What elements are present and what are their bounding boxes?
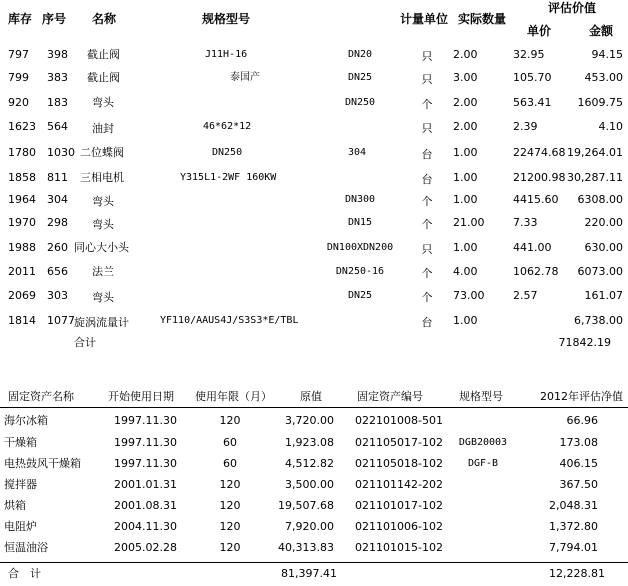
row-amount: 19,264.01	[567, 146, 623, 159]
fa-row-net-value: 406.15	[559, 457, 598, 470]
fa-row-years: 120	[219, 520, 241, 533]
row-warehouse: 2069	[8, 289, 36, 302]
row-name: 三相电机	[80, 171, 124, 184]
fa-row-original: 3,500.00	[285, 478, 334, 491]
row-spec-detail: DN15	[347, 217, 373, 228]
row-qty: 2.00	[453, 48, 478, 61]
header-unit: 计量单位	[400, 12, 449, 26]
row-amount: 94.15	[591, 48, 623, 61]
row-seq: 383	[47, 71, 68, 84]
row-spec-detail: DN25	[347, 290, 373, 301]
row-unit-price: 2.39	[513, 120, 538, 133]
total-separator-line	[0, 562, 628, 563]
row-unit-price: 22474.68	[513, 146, 566, 159]
fa-row-original: 19,507.68	[278, 499, 334, 512]
row-amount: 4.10	[598, 120, 623, 133]
fa-row-code: 021101142-202	[355, 478, 443, 491]
row-seq: 298	[47, 216, 68, 229]
row-seq: 811	[47, 171, 68, 184]
fa-row-code: 021101015-102	[355, 541, 443, 554]
fa-row-model: DGF-B	[467, 458, 499, 469]
row-spec-detail: DN300	[344, 194, 376, 205]
row-name: 同心大小头	[74, 241, 129, 254]
row-name: 弯头	[92, 218, 114, 231]
row-amount: 6,738.00	[574, 314, 623, 327]
row-seq: 1030	[47, 146, 75, 159]
row-amount: 630.00	[584, 241, 623, 254]
row-spec: DN250	[212, 147, 243, 158]
row-unit-price: 7.33	[513, 216, 538, 229]
row-amount: 161.07	[584, 289, 623, 302]
row-qty: 21.00	[453, 216, 485, 229]
row-unit-price: 441.00	[513, 241, 552, 254]
row-spec-detail: 304	[348, 147, 367, 158]
fa-row-name: 海尔冰箱	[4, 414, 48, 427]
fa-row-start-date: 1997.11.30	[114, 457, 177, 470]
fa-row-code: 022101008-501	[355, 414, 443, 427]
row-amount: 6073.00	[577, 265, 623, 278]
row-amount: 30,287.11	[567, 171, 623, 184]
row-qty: 3.00	[453, 71, 478, 84]
fa-header-model: 规格型号	[459, 390, 503, 403]
row-name: 旋涡流量计	[74, 316, 129, 329]
row-qty: 1.00	[453, 241, 478, 254]
row-seq: 1077	[47, 314, 75, 327]
row-unit: 个	[421, 195, 433, 208]
fa-header-net-value: 2012年评估净值	[540, 390, 623, 403]
row-warehouse: 1858	[8, 171, 36, 184]
row-unit: 个	[421, 98, 433, 111]
row-warehouse: 799	[8, 71, 29, 84]
row-warehouse: 1970	[8, 216, 36, 229]
row-seq: 303	[47, 289, 68, 302]
row-name: 弯头	[92, 291, 114, 304]
fa-row-start-date: 1997.11.30	[114, 414, 177, 427]
row-spec-detail: DN250	[344, 97, 376, 108]
fa-row-years: 120	[219, 478, 241, 491]
row-spec: 46*62*12	[203, 121, 252, 132]
fa-row-original: 4,512.82	[285, 457, 334, 470]
row-spec: J11H-16	[205, 49, 248, 60]
fa-total-label: 合 计	[8, 567, 41, 580]
fa-total-original: 81,397.41	[281, 567, 337, 580]
row-qty: 4.00	[453, 265, 478, 278]
row-warehouse: 1623	[8, 120, 36, 133]
fa-row-years: 120	[219, 541, 241, 554]
row-spec: Y315L1-2WF 160KW	[180, 172, 277, 183]
row-name: 弯头	[92, 96, 114, 109]
row-spec-detail: DN250-16	[335, 266, 385, 277]
row-spec-detail: DN100XDN200	[326, 242, 394, 253]
row-spec: YF110/AAUS4J/S3S3*E/TBL	[160, 315, 299, 326]
row-unit-price: 105.70	[513, 71, 552, 84]
row-unit: 个	[421, 291, 433, 304]
fa-row-years: 120	[219, 499, 241, 512]
row-qty: 1.00	[453, 146, 478, 159]
fa-row-code: 021105017-102	[355, 436, 443, 449]
fa-header-name: 固定资产名称	[8, 390, 74, 403]
fa-header-code: 固定资产编号	[357, 390, 423, 403]
row-qty: 2.00	[453, 120, 478, 133]
row-unit: 个	[421, 218, 433, 231]
fa-row-original: 7,920.00	[285, 520, 334, 533]
row-unit: 只	[421, 73, 433, 86]
fa-row-years: 120	[219, 414, 241, 427]
fa-row-model: DGB20003	[458, 437, 508, 448]
fa-row-net-value: 7,794.01	[549, 541, 598, 554]
row-unit: 只	[421, 243, 433, 256]
fa-row-start-date: 2001.08.31	[114, 499, 177, 512]
row-name: 截止阀	[87, 48, 120, 61]
row-name: 截止阀	[87, 71, 120, 84]
row-warehouse: 2011	[8, 265, 36, 278]
row-unit-price: 32.95	[513, 48, 545, 61]
row-name: 法兰	[92, 265, 114, 278]
inventory-total-label: 合计	[74, 336, 96, 349]
row-unit: 台	[421, 148, 433, 161]
fa-row-net-value: 66.96	[566, 414, 598, 427]
row-amount: 220.00	[584, 216, 623, 229]
fa-row-net-value: 173.08	[559, 436, 598, 449]
row-amount: 1609.75	[577, 96, 623, 109]
header-qty: 实际数量	[458, 12, 507, 26]
row-unit: 只	[421, 122, 433, 135]
inventory-total-amount: 71842.19	[558, 336, 611, 349]
fa-row-start-date: 2004.11.30	[114, 520, 177, 533]
fa-row-start-date: 1997.11.30	[114, 436, 177, 449]
fa-row-name: 电阻炉	[4, 520, 37, 533]
fa-row-name: 电热鼓风干燥箱	[4, 457, 81, 470]
header-warehouse: 库存	[8, 12, 33, 26]
row-qty: 73.00	[453, 289, 485, 302]
row-qty: 2.00	[453, 96, 478, 109]
header-unit-price: 单价	[527, 24, 552, 38]
fa-row-net-value: 367.50	[559, 478, 598, 491]
header-spec: 规格型号	[202, 12, 251, 26]
header-amount: 金额	[589, 24, 614, 38]
row-spec: 泰国产	[230, 72, 260, 83]
fa-row-net-value: 1,372.80	[549, 520, 598, 533]
fa-row-net-value: 2,048.31	[549, 499, 598, 512]
row-qty: 1.00	[453, 193, 478, 206]
row-seq: 656	[47, 265, 68, 278]
row-warehouse: 920	[8, 96, 29, 109]
row-warehouse: 1780	[8, 146, 36, 159]
fa-row-original: 3,720.00	[285, 414, 334, 427]
row-seq: 260	[47, 241, 68, 254]
row-amount: 453.00	[584, 71, 623, 84]
row-warehouse: 1964	[8, 193, 36, 206]
row-unit-price: 4415.60	[513, 193, 559, 206]
fa-row-start-date: 2005.02.28	[114, 541, 177, 554]
fa-header-original: 原值	[300, 390, 322, 403]
row-name: 二位蝶阀	[80, 146, 124, 159]
fa-header-start-date: 开始使用日期	[108, 390, 174, 403]
fa-row-code: 021101006-102	[355, 520, 443, 533]
header-name: 名称	[92, 12, 117, 26]
row-unit: 只	[421, 50, 433, 63]
header-valuation: 评估价值	[548, 1, 597, 15]
row-unit: 台	[421, 173, 433, 186]
fa-row-years: 60	[223, 436, 237, 449]
row-warehouse: 797	[8, 48, 29, 61]
fa-header-years: 使用年限（月）	[195, 390, 272, 403]
header-seq: 序号	[42, 12, 67, 26]
row-name: 油封	[92, 122, 114, 135]
fa-row-years: 60	[223, 457, 237, 470]
row-warehouse: 1988	[8, 241, 36, 254]
header-separator-line	[0, 407, 628, 408]
fa-row-name: 干燥箱	[4, 436, 37, 449]
row-qty: 1.00	[453, 171, 478, 184]
row-seq: 304	[47, 193, 68, 206]
fa-row-original: 1,923.08	[285, 436, 334, 449]
row-spec-detail: DN20	[347, 49, 373, 60]
fa-row-code: 021101017-102	[355, 499, 443, 512]
fa-row-name: 恒温油浴	[4, 541, 48, 554]
row-unit-price: 1062.78	[513, 265, 559, 278]
fa-row-original: 40,313.83	[278, 541, 334, 554]
row-amount: 6308.00	[577, 193, 623, 206]
row-unit-price: 21200.98	[513, 171, 566, 184]
row-unit-price: 2.57	[513, 289, 538, 302]
fa-row-start-date: 2001.01.31	[114, 478, 177, 491]
row-qty: 1.00	[453, 314, 478, 327]
row-name: 弯头	[92, 195, 114, 208]
row-seq: 183	[47, 96, 68, 109]
fa-row-code: 021105018-102	[355, 457, 443, 470]
fa-total-net: 12,228.81	[549, 567, 605, 580]
fa-row-name: 烘箱	[4, 499, 26, 512]
fa-row-name: 搅拌器	[4, 478, 37, 491]
row-spec-detail: DN25	[347, 72, 373, 83]
row-seq: 564	[47, 120, 68, 133]
row-unit-price: 563.41	[513, 96, 552, 109]
row-unit: 个	[421, 267, 433, 280]
row-warehouse: 1814	[8, 314, 36, 327]
row-unit: 台	[421, 316, 433, 329]
row-seq: 398	[47, 48, 68, 61]
